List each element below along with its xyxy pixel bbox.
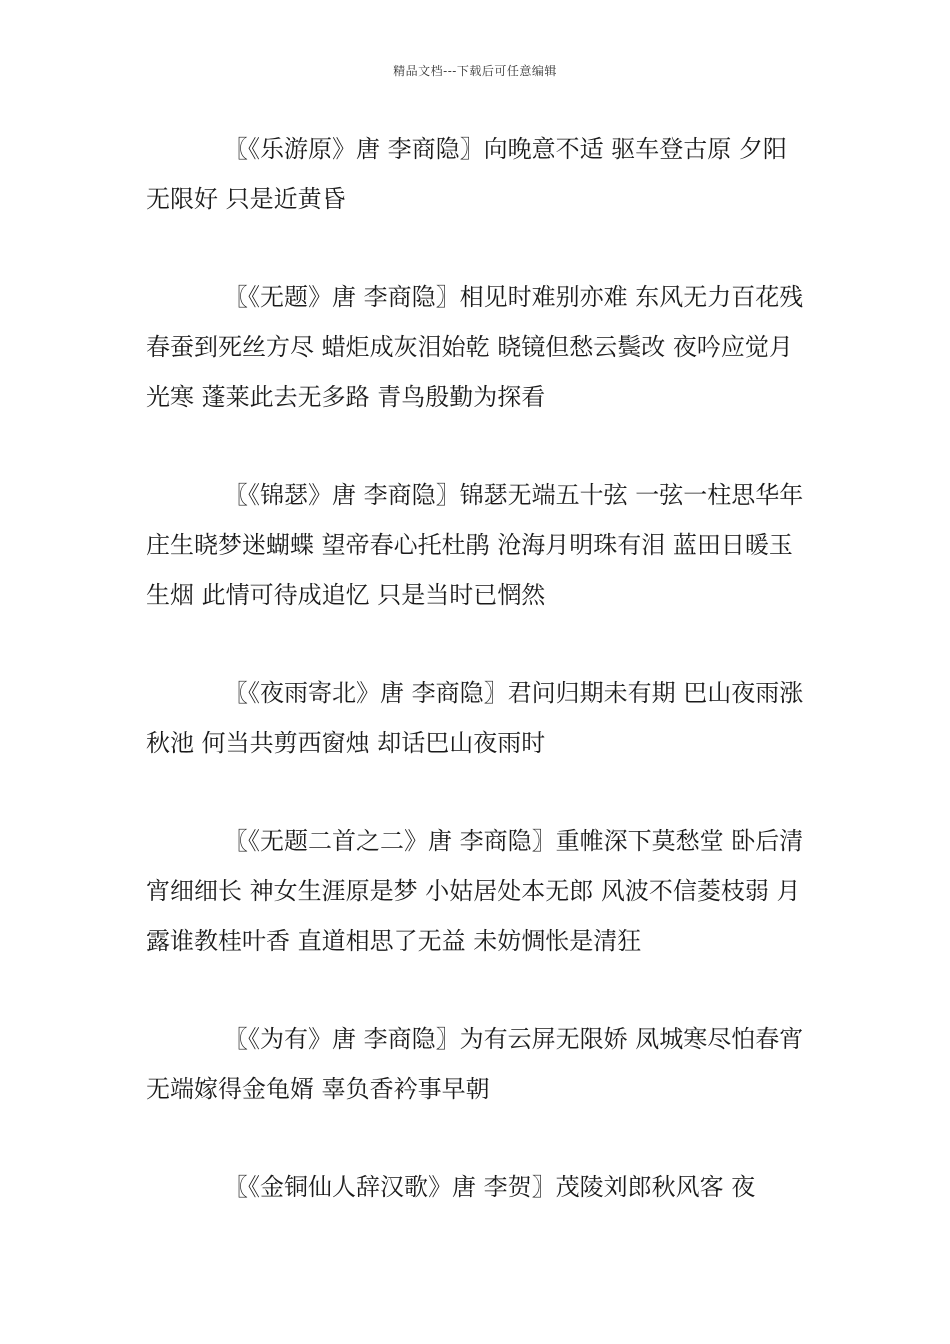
page-header: 精品文档---下载后可任意编辑 [393,64,557,78]
document-body [146,124,810,1260]
poem-paragraph: 〖《为有》唐 李商隐〗为有云屏无限娇 凤城寒尽怕春宵 无端嫁得金龟婿 辜负香衿事早朝 [146,1025,804,1103]
poem-paragraph: 〖《无题》唐 李商隐〗相见时难别亦难 东风无力百花残 春蚕到死丝方尽 蜡炬成灰泪始乾 晓镜但愁云鬓改 夜吟应觉月光寒 蓬莱此去无多路 青鸟殷勤为探看 [146,283,804,411]
poem-paragraph: 〖《乐游原》唐 李商隐〗向晚意不适 驱车登古原 夕阳无限好 只是近黄昏 [146,135,787,213]
poem-paragraph: 〖《锦瑟》唐 李商隐〗锦瑟无端五十弦 一弦一柱思华年 庄生晓梦迷蝴蝶 望帝春心托杜鹃 沧海月明珠有泪 蓝田日暖玉生烟 此情可待成追忆 只是当时已惘然 [146,481,804,609]
poem-paragraph: 〖《无题二首之二》唐 李商隐〗重帷深下莫愁堂 卧后清宵细细长 神女生涯原是梦 小姑居处本无郎 风波不信菱枝弱 月露谁教桂叶香 直道相思了无益 未妨惆怅是清狂 [146,827,804,955]
poem-paragraph: 〖《金铜仙人辞汉歌》唐 李贺〗茂陵刘郎秋风客 夜 [224,1173,756,1201]
poem-paragraph: 〖《夜雨寄北》唐 李商隐〗君问归期未有期 巴山夜雨涨秋池 何当共剪西窗烛 却话巴山夜雨时 [146,679,804,757]
